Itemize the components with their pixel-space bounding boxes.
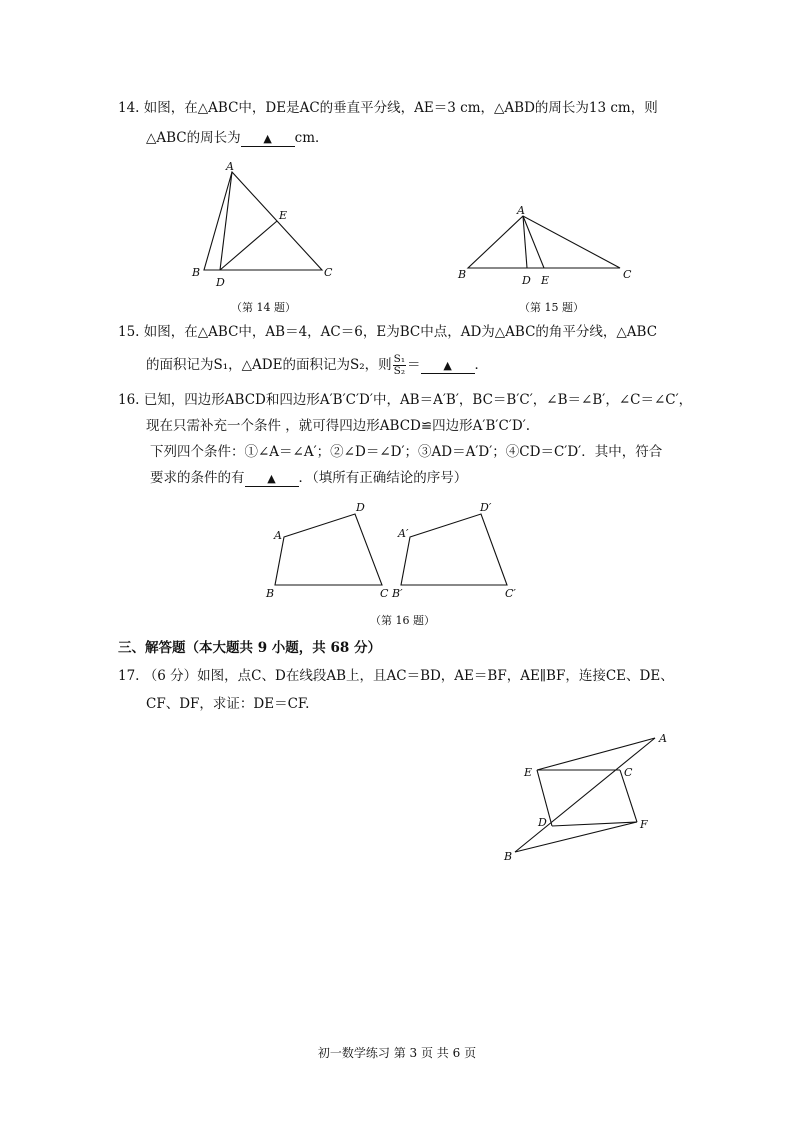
q16-answer-blank[interactable]: ▲ bbox=[245, 472, 299, 487]
q14-answer-blank[interactable]: ▲ bbox=[241, 132, 295, 147]
q17-number: 17. bbox=[118, 668, 140, 684]
q17-label-b: B bbox=[504, 850, 513, 863]
q15-equals: ＝ bbox=[407, 357, 421, 373]
q14-label-c: C bbox=[324, 266, 333, 279]
q17-label-f: F bbox=[640, 818, 648, 831]
q17-label-d: D bbox=[538, 816, 547, 829]
q17-label-a: A bbox=[659, 732, 667, 745]
q17-label-c: C bbox=[624, 766, 633, 779]
q16-number: 16. bbox=[118, 392, 140, 408]
q14-caption: （第 14 题） bbox=[231, 301, 296, 314]
q14-line1: 如图，在△ABC中，DE是AC的垂直平分线，AE＝3 cm，△ABD的周长为13 cm，则 bbox=[143, 100, 658, 116]
q17-line1: （6 分）如图，点C、D在线段AB上，且AC＝BD，AE＝BF，AE∥BF，连接CE、DE、 bbox=[143, 668, 674, 684]
q15-number: 15. bbox=[118, 324, 140, 340]
q17-segment-ae bbox=[537, 738, 655, 770]
q15-label-c: C bbox=[623, 268, 632, 281]
q16-label-b-prime: B′ bbox=[392, 587, 403, 600]
q16-label-c: C bbox=[380, 587, 389, 600]
q16-label-a-prime: A′ bbox=[398, 527, 409, 540]
q14-label-e: E bbox=[279, 209, 288, 222]
q15-label-e: E bbox=[541, 274, 550, 287]
page-footer: 初一数学练习 第 3 页 共 6 页 bbox=[317, 1046, 477, 1060]
q14-line2-after: cm． bbox=[294, 130, 329, 146]
q16-line4-before: 要求的条件的有 bbox=[150, 470, 245, 486]
q16-label-c-prime: C′ bbox=[505, 587, 516, 600]
q15-line1: 如图，在△ABC中，AB＝4，AC＝6，E为BC中点，AD为△ABC的角平分线，△ABC bbox=[143, 324, 658, 340]
q17-label-e: E bbox=[524, 766, 533, 779]
q17-line2: CF、DF，求证：DE＝CF. bbox=[146, 696, 310, 712]
q16-line2: 现在只需补充一个条件 ，就可得四边形ABCD≌四边形A′B′C′D′. bbox=[146, 418, 531, 434]
q14-label-b: B bbox=[192, 266, 201, 279]
q16-caption: （第 16 题） bbox=[370, 614, 435, 627]
q15-label-a: A bbox=[517, 204, 525, 217]
q15-caption: （第 15 题） bbox=[519, 301, 584, 314]
q14-line2-before: △ABC的周长为 bbox=[146, 130, 241, 146]
q16-label-d-prime: D′ bbox=[480, 501, 492, 514]
q15-end: ． bbox=[474, 357, 489, 373]
q14-label-d: D bbox=[216, 276, 225, 289]
q14-number: 14. bbox=[118, 100, 140, 116]
section-3-title: 三、解答题（本大题共 9 小题，共 68 分） bbox=[118, 640, 381, 656]
q16-label-b: B bbox=[266, 587, 275, 600]
q16-line1: 已知，四边形ABCD和四边形A′B′C′D′中，AB＝A′B′，BC＝B′C′，∠B＝∠B′，∠C＝∠C′， bbox=[143, 392, 693, 408]
q15-line2: 的面积记为S₁，△ADE的面积记为S₂，则 bbox=[146, 357, 392, 373]
q16-line4-after: ．（填所有正确结论的序号） bbox=[298, 470, 468, 486]
q15-answer-blank[interactable]: ▲ bbox=[421, 359, 475, 374]
q14-label-a: A bbox=[226, 160, 234, 173]
q15-fraction-numerator: S₁ bbox=[393, 353, 406, 365]
q16-line3: 下列四个条件：①∠A＝∠A′；②∠D＝∠D′；③AD＝A′D′；④CD＝C′D′．其中，符合 bbox=[150, 444, 663, 460]
q15-fraction-denominator: S₂ bbox=[393, 365, 406, 377]
q16-label-a: A bbox=[274, 529, 282, 542]
q15-label-b: B bbox=[458, 268, 467, 281]
q15-label-d: D bbox=[522, 274, 531, 287]
q16-label-d: D bbox=[356, 501, 365, 514]
